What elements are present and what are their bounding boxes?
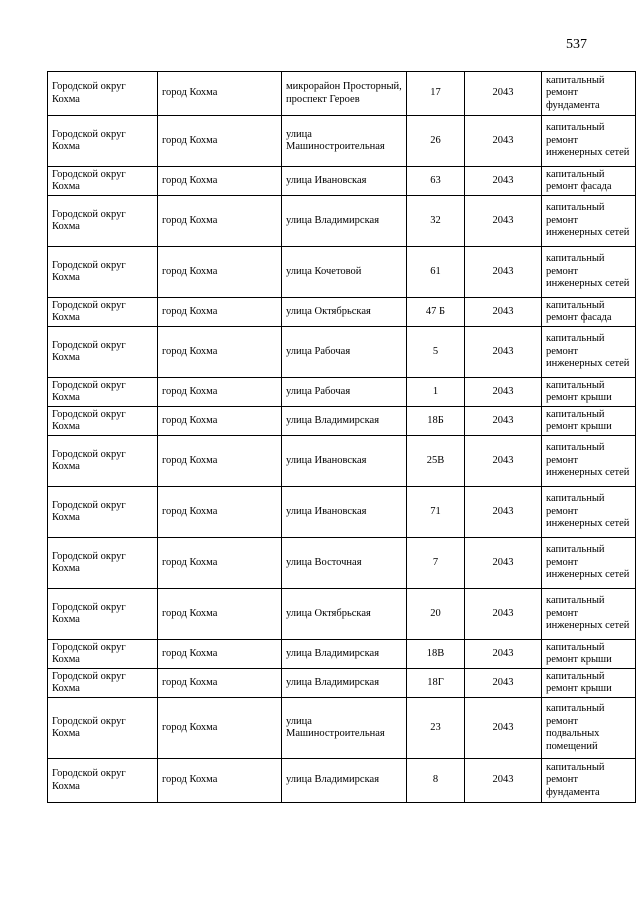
district-cell: Городской округ Кохма: [48, 196, 158, 247]
street-cell: улица Кочетовой: [282, 247, 407, 298]
house-number-cell: 25В: [407, 436, 465, 487]
district-cell: Городской округ Кохма: [48, 640, 158, 669]
year-cell: 2043: [465, 72, 542, 116]
house-number-cell: 18В: [407, 640, 465, 669]
settlement-cell: город Кохма: [158, 759, 282, 803]
table-row: [48, 167, 636, 196]
year-cell: 2043: [465, 759, 542, 803]
year-cell: 2043: [465, 247, 542, 298]
district-cell: Городской округ Кохма: [48, 698, 158, 759]
work-type-cell: капитальный ремонт крыши: [542, 407, 636, 436]
repair-schedule-table: [47, 71, 636, 803]
work-type-cell: капитальный ремонт инженерных сетей: [542, 116, 636, 167]
settlement-cell: город Кохма: [158, 247, 282, 298]
year-cell: 2043: [465, 298, 542, 327]
house-number-cell: 8: [407, 759, 465, 803]
settlement-cell: город Кохма: [158, 538, 282, 589]
street-cell: микрорайон Просторный, проспект Героев: [282, 72, 407, 116]
table-row: [48, 407, 636, 436]
district-cell: Городской округ Кохма: [48, 487, 158, 538]
work-type-cell: капитальный ремонт инженерных сетей: [542, 436, 636, 487]
street-cell: улица Восточная: [282, 538, 407, 589]
settlement-cell: город Кохма: [158, 487, 282, 538]
house-number-cell: 18Г: [407, 669, 465, 698]
settlement-cell: город Кохма: [158, 298, 282, 327]
settlement-cell: город Кохма: [158, 669, 282, 698]
table-row: [48, 327, 636, 378]
district-cell: Городской округ Кохма: [48, 407, 158, 436]
table-row: [48, 669, 636, 698]
street-cell: улица Владимирская: [282, 196, 407, 247]
table-body: [48, 72, 636, 803]
table-row: [48, 298, 636, 327]
year-cell: 2043: [465, 167, 542, 196]
year-cell: 2043: [465, 407, 542, 436]
table-row: [48, 72, 636, 116]
district-cell: Городской округ Кохма: [48, 589, 158, 640]
street-cell: улица Машиностроительная: [282, 116, 407, 167]
table-row: [48, 116, 636, 167]
street-cell: улица Рабочая: [282, 378, 407, 407]
street-cell: улица Октябрьская: [282, 298, 407, 327]
work-type-cell: капитальный ремонт инженерных сетей: [542, 327, 636, 378]
district-cell: Городской округ Кохма: [48, 436, 158, 487]
district-cell: Городской округ Кохма: [48, 759, 158, 803]
work-type-cell: капитальный ремонт фундамента: [542, 72, 636, 116]
work-type-cell: капитальный ремонт инженерных сетей: [542, 247, 636, 298]
work-type-cell: капитальный ремонт крыши: [542, 378, 636, 407]
district-cell: Городской округ Кохма: [48, 298, 158, 327]
year-cell: 2043: [465, 669, 542, 698]
settlement-cell: город Кохма: [158, 196, 282, 247]
house-number-cell: 32: [407, 196, 465, 247]
work-type-cell: капитальный ремонт крыши: [542, 640, 636, 669]
work-type-cell: капитальный ремонт подвальных помещений: [542, 698, 636, 759]
table-row: [48, 247, 636, 298]
settlement-cell: город Кохма: [158, 378, 282, 407]
table-row: [48, 698, 636, 759]
year-cell: 2043: [465, 698, 542, 759]
street-cell: улица Октябрьская: [282, 589, 407, 640]
house-number-cell: 26: [407, 116, 465, 167]
settlement-cell: город Кохма: [158, 436, 282, 487]
house-number-cell: 18Б: [407, 407, 465, 436]
street-cell: улица Ивановская: [282, 487, 407, 538]
district-cell: Городской округ Кохма: [48, 669, 158, 698]
district-cell: Городской округ Кохма: [48, 538, 158, 589]
year-cell: 2043: [465, 378, 542, 407]
settlement-cell: город Кохма: [158, 698, 282, 759]
settlement-cell: город Кохма: [158, 640, 282, 669]
work-type-cell: капитальный ремонт фасада: [542, 167, 636, 196]
settlement-cell: город Кохма: [158, 116, 282, 167]
work-type-cell: капитальный ремонт инженерных сетей: [542, 487, 636, 538]
house-number-cell: 71: [407, 487, 465, 538]
district-cell: Городской округ Кохма: [48, 72, 158, 116]
year-cell: 2043: [465, 640, 542, 669]
house-number-cell: 47 Б: [407, 298, 465, 327]
work-type-cell: капитальный ремонт инженерных сетей: [542, 196, 636, 247]
table-row: [48, 378, 636, 407]
house-number-cell: 5: [407, 327, 465, 378]
house-number-cell: 7: [407, 538, 465, 589]
year-cell: 2043: [465, 538, 542, 589]
street-cell: улица Ивановская: [282, 167, 407, 196]
page-number: 537: [566, 37, 587, 52]
work-type-cell: капитальный ремонт фасада: [542, 298, 636, 327]
work-type-cell: капитальный ремонт инженерных сетей: [542, 538, 636, 589]
year-cell: 2043: [465, 196, 542, 247]
work-type-cell: капитальный ремонт фундамента: [542, 759, 636, 803]
settlement-cell: город Кохма: [158, 407, 282, 436]
settlement-cell: город Кохма: [158, 589, 282, 640]
street-cell: улица Рабочая: [282, 327, 407, 378]
street-cell: улица Владимирская: [282, 407, 407, 436]
table-row: [48, 196, 636, 247]
table-row: [48, 640, 636, 669]
district-cell: Городской округ Кохма: [48, 167, 158, 196]
work-type-cell: капитальный ремонт крыши: [542, 669, 636, 698]
street-cell: улица Владимирская: [282, 640, 407, 669]
district-cell: Городской округ Кохма: [48, 327, 158, 378]
table-row: [48, 436, 636, 487]
house-number-cell: 23: [407, 698, 465, 759]
street-cell: улица Машиностроительная: [282, 698, 407, 759]
table-row: [48, 538, 636, 589]
table-row: [48, 487, 636, 538]
district-cell: Городской округ Кохма: [48, 116, 158, 167]
street-cell: улица Ивановская: [282, 436, 407, 487]
house-number-cell: 17: [407, 72, 465, 116]
settlement-cell: город Кохма: [158, 72, 282, 116]
house-number-cell: 20: [407, 589, 465, 640]
settlement-cell: город Кохма: [158, 327, 282, 378]
district-cell: Городской округ Кохма: [48, 378, 158, 407]
street-cell: улица Владимирская: [282, 669, 407, 698]
year-cell: 2043: [465, 436, 542, 487]
year-cell: 2043: [465, 327, 542, 378]
settlement-cell: город Кохма: [158, 167, 282, 196]
work-type-cell: капитальный ремонт инженерных сетей: [542, 589, 636, 640]
table-row: [48, 589, 636, 640]
year-cell: 2043: [465, 487, 542, 538]
district-cell: Городской округ Кохма: [48, 247, 158, 298]
year-cell: 2043: [465, 116, 542, 167]
house-number-cell: 1: [407, 378, 465, 407]
street-cell: улица Владимирская: [282, 759, 407, 803]
house-number-cell: 61: [407, 247, 465, 298]
house-number-cell: 63: [407, 167, 465, 196]
table-row: [48, 759, 636, 803]
year-cell: 2043: [465, 589, 542, 640]
